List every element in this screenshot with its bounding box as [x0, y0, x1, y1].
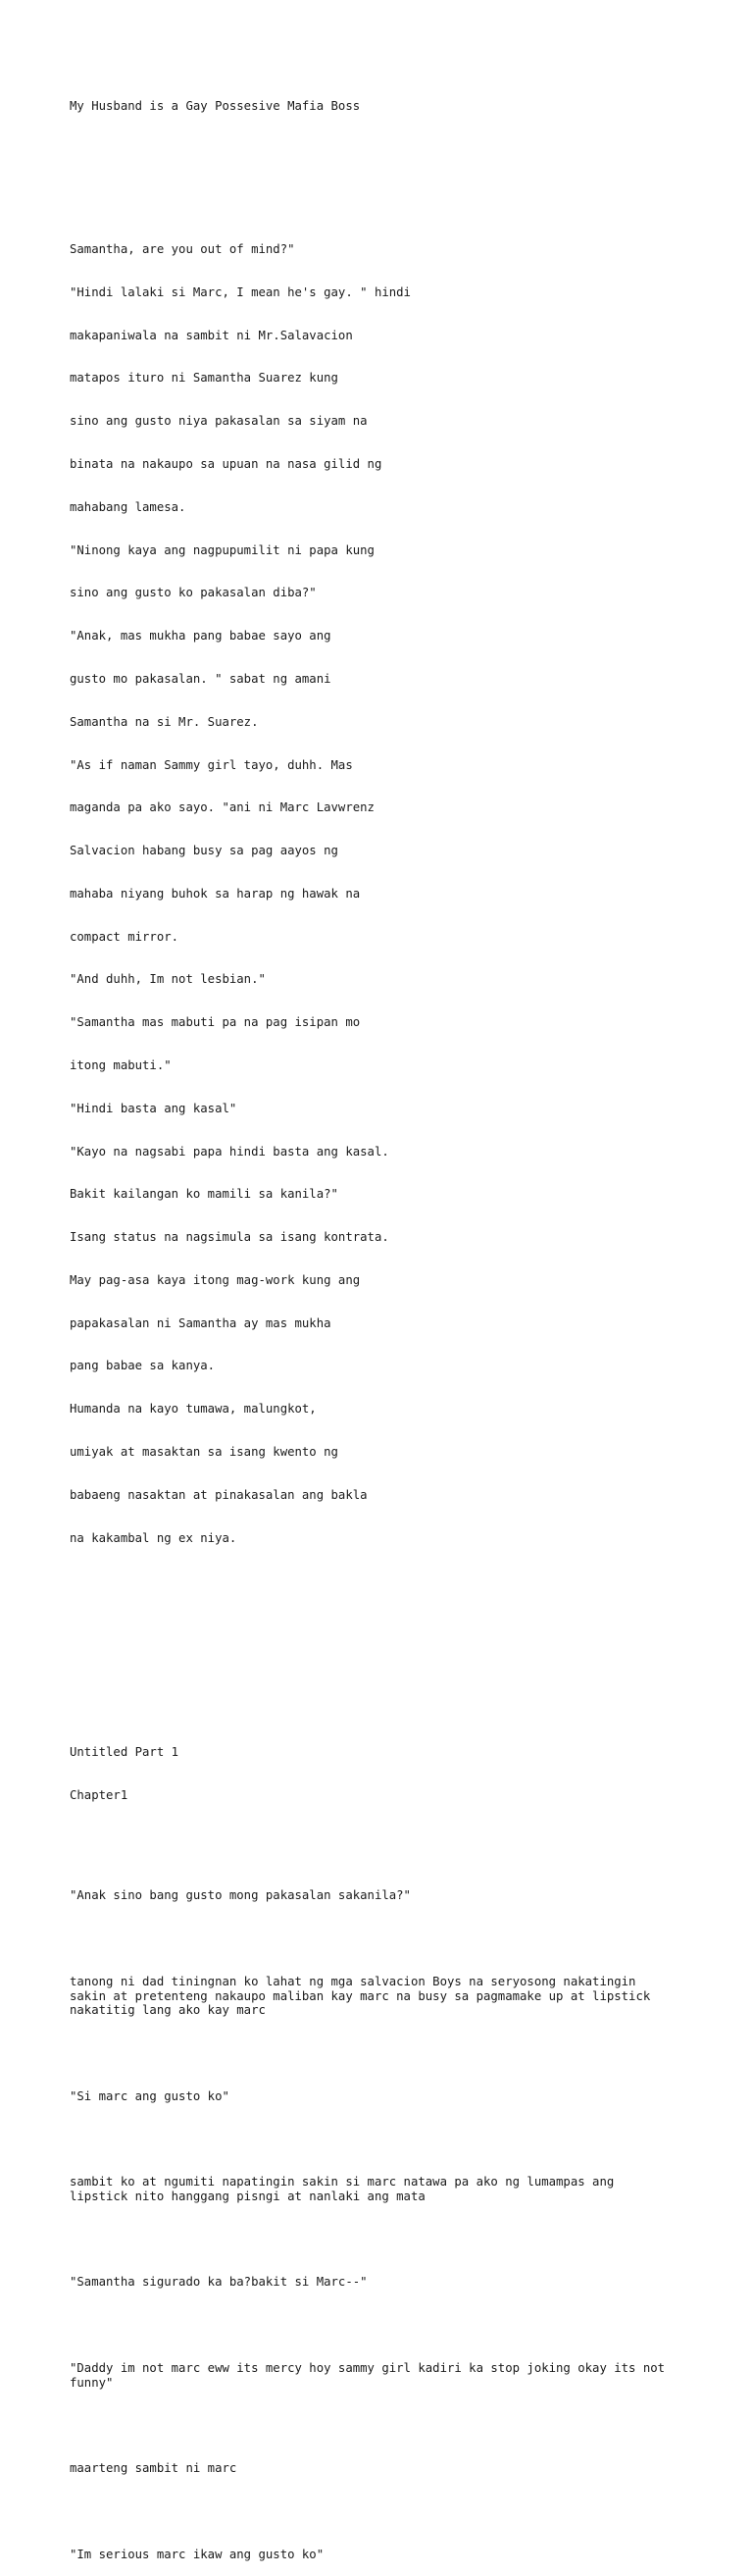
spacer	[70, 1688, 736, 1703]
paragraph: "Daddy im not marc eww its mercy hoy sammy girl kadiri ka stop joking okay its not funny"	[70, 2361, 666, 2390]
blurb-line: Isang status na nagsimula sa isang kontrata.	[70, 1230, 389, 1245]
blurb-line: "Ninong kaya ang nagpupumilit ni papa kung	[70, 542, 375, 557]
blurb-line: Samantha na si Mr. Suarez.	[70, 714, 259, 729]
blurb-line: sino ang gusto ko pakasalan diba?"	[70, 586, 317, 600]
paragraph: tanong ni dad tiningnan ko lahat ng mga salvacion Boys na seryosong nakatingin sakin at pretenteng nakaupo maliban kay marc na busy sa pagmamake up at lipstick nakatitig lang ako kay marc	[70, 1974, 651, 2018]
blurb-line: na kakambal ng ex niya.	[70, 1530, 237, 1545]
blurb-line: maganda pa ako sayo. "ani ni Marc Lavwrenz	[70, 800, 375, 815]
spacer	[70, 2418, 736, 2433]
spacer	[70, 2133, 736, 2147]
blurb-line: May pag-asa kaya itong mag-work kung ang	[70, 1272, 361, 1287]
chapter-title: Chapter1	[70, 1788, 128, 1803]
paragraph: "Anak sino bang gusto mong pakasalan sakanila?"	[70, 1888, 411, 1903]
blurb-line: "Hindi lalaki si Marc, I mean he's gay. " hindi	[70, 284, 411, 299]
blurb-line: papakasalan ni Samantha ay mas mukha	[70, 1315, 331, 1330]
blurb-line: umiyak at masaktan sa isang kwento ng	[70, 1445, 338, 1459]
blurb-line: gusto mo pakasalan. " sabat ng amani	[70, 671, 331, 686]
blurb-line: "Samantha mas mabuti pa na pag isipan mo	[70, 1015, 361, 1030]
spacer	[70, 2046, 736, 2061]
spacer	[70, 1617, 736, 1660]
blurb-line: babaeng nasaktan at pinakasalan ang bakla	[70, 1487, 368, 1502]
document-page	[70, 71, 736, 2576]
blurb-line: "Kayo na nagsabi papa hindi basta ang kasal.	[70, 1144, 389, 1159]
blurb-line: "Hindi basta ang kasal"	[70, 1101, 237, 1115]
paragraph: "Samantha sigurado ka ba?bakit si Marc--"	[70, 2275, 368, 2290]
document-title: My Husband is a Gay Possesive Mafia Boss	[70, 99, 361, 114]
blurb-line: Bakit kailangan ko mamili sa kanila?"	[70, 1187, 338, 1202]
blurb-line: "And duhh, Im not lesbian."	[70, 972, 266, 987]
paragraph: sambit ko at ngumiti napatingin sakin si marc natawa pa ako ng lumampas ang lipstick nito hanggang pisngi at nanlaki ang mata	[70, 2175, 615, 2203]
spacer	[70, 2233, 736, 2247]
blurb-line: makapaniwala na sambit ni Mr.Salavacion	[70, 328, 353, 342]
spacer	[70, 142, 736, 171]
spacer	[70, 2318, 736, 2333]
blurb-line: Samantha, are you out of mind?"	[70, 242, 295, 257]
blurb-line: "Anak, mas mukha pang babae sayo ang	[70, 629, 331, 644]
blurb-line: mahaba niyang buhok sa harap ng hawak na	[70, 886, 361, 901]
blurb-line: matapos ituro ni Samantha Suarez kung	[70, 371, 338, 386]
paragraph: "Im serious marc ikaw ang gusto ko"	[70, 2547, 325, 2561]
spacer	[70, 2504, 736, 2519]
part-title: Untitled Part 1	[70, 1745, 179, 1760]
spacer	[70, 1932, 736, 1946]
paragraph: maarteng sambit ni marc	[70, 2461, 237, 2476]
blurb-line: compact mirror.	[70, 929, 179, 944]
blurb-line: mahabang lamesa.	[70, 499, 186, 514]
paragraph: "Si marc ang gusto ko"	[70, 2088, 229, 2103]
blurb-line: itong mabuti."	[70, 1057, 172, 1072]
blurb-line: pang babae sa kanya.	[70, 1359, 216, 1373]
blurb-line: Salvacion habang busy sa pag aayos ng	[70, 844, 338, 858]
spacer	[70, 1831, 736, 1846]
blurb-line: binata na nakaupo sa upuan na nasa gilid ng	[70, 457, 382, 472]
blurb-line: sino ang gusto niya pakasalan sa siyam na	[70, 414, 368, 429]
blurb-line: "As if naman Sammy girl tayo, duhh. Mas	[70, 757, 353, 772]
blurb-line: Humanda na kayo tumawa, malungkot,	[70, 1402, 317, 1417]
blurb	[70, 214, 736, 1573]
